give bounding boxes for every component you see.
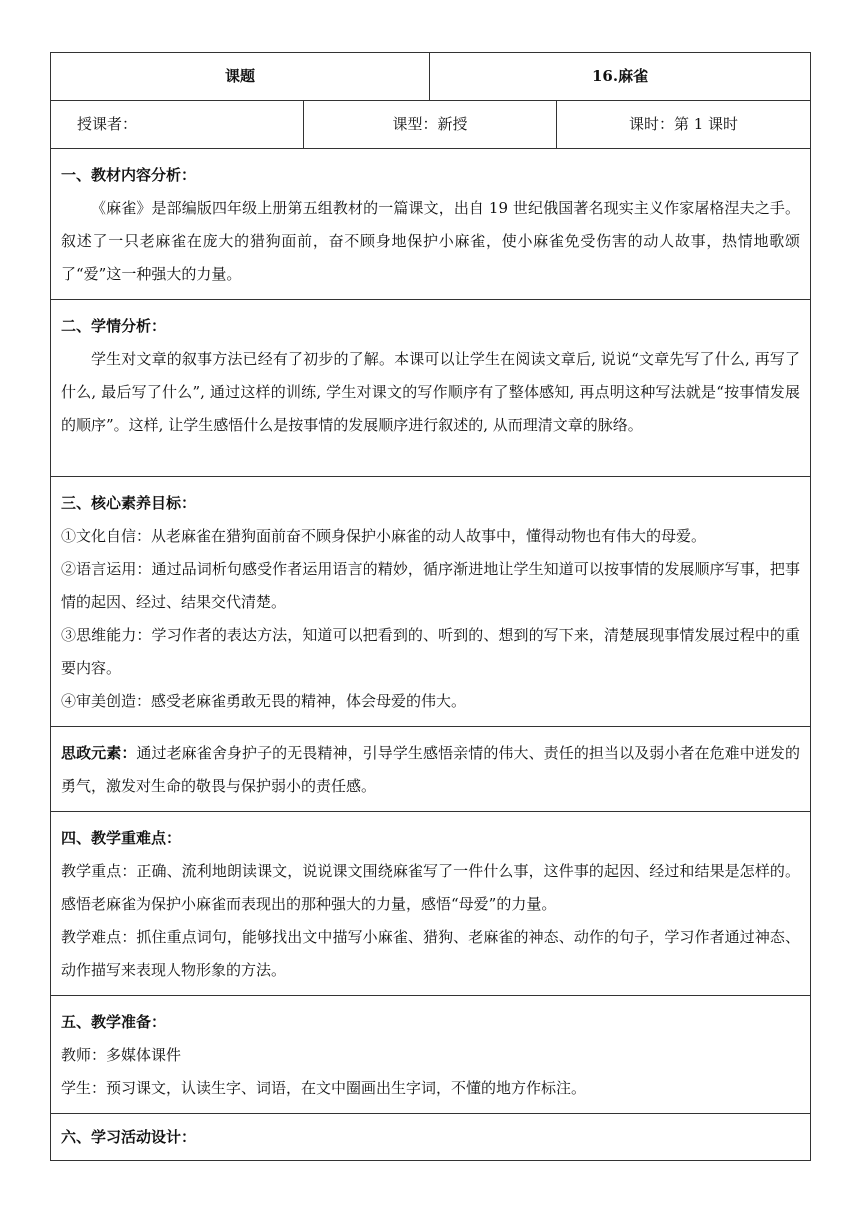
- section-core-goals: [51, 477, 811, 727]
- section-textbook-analysis: [51, 149, 811, 300]
- section-title: 五、教学准备：: [61, 1013, 167, 1031]
- section-key-points: [51, 812, 811, 996]
- topic-label: 课题: [51, 53, 430, 101]
- section-title: 一、教材内容分析：: [61, 166, 197, 184]
- lesson-hours: 课时：第 1 课时: [557, 101, 811, 149]
- section-student-analysis: [51, 300, 811, 477]
- section-title: 二、学情分析：: [61, 317, 167, 335]
- goal-item: ③思维能力：学习作者的表达方法，知道可以把看到的、听到的、想到的写下来，清楚展现事情发展过程中的重要内容。: [61, 626, 801, 677]
- lesson-plan-table: [50, 52, 811, 1161]
- difficult-point: 教学难点：抓住重点词句，能够找出文中描写小麻雀、猎狗、老麻雀的神态、动作的句子，学习作者通过神态、动作描写来表现人物形象的方法。: [61, 928, 801, 979]
- goal-item: ①文化自信：从老麻雀在猎狗面前奋不顾身保护小麻雀的动人故事中，懂得动物也有伟大的母爱。: [61, 527, 707, 545]
- key-point: 教学重点：正确、流利地朗读课文，说说课文围绕麻雀写了一件什么事，这件事的起因、经过和结果是怎样的。感悟老麻雀为保护小麻雀而表现出的那种强大的力量，感悟“母爱”的力量。: [61, 862, 801, 913]
- section-body: 《麻雀》是部编版四年级上册第五组教材的一篇课文，出自 19 世纪俄国著名现实主义作家屠格涅夫之手。叙述了一只老麻雀在庞大的猎狗面前，奋不顾身地保护小麻雀，使小麻雀免受伤害的动人故事，热情地歌颂了“爱”这一种强大的力量。: [61, 199, 801, 283]
- section-ideology: [51, 727, 811, 812]
- goal-item: ④审美创造：感受老麻雀勇敢无畏的精神，体会母爱的伟大。: [61, 692, 467, 710]
- ideology-body: 通过老麻雀舍身护子的无畏精神，引导学生感悟亲情的伟大、责任的担当以及弱小者在危难中迸发的勇气，激发对生命的敬畏与保护弱小的责任感。: [61, 744, 801, 795]
- section-preparation: [51, 996, 811, 1114]
- lesson-type: 课型：新授: [304, 101, 557, 149]
- topic-row: [51, 53, 811, 101]
- lesson-plan-document: [50, 52, 810, 1161]
- section-activity-design: [51, 1114, 811, 1161]
- meta-row: [51, 101, 811, 149]
- topic-value: 16.麻雀: [430, 53, 811, 101]
- ideology-label: 思政元素：: [61, 744, 137, 762]
- goal-item: ②语言运用：通过品词析句感受作者运用语言的精妙，循序渐进地让学生知道可以按事情的发展顺序写事，把事情的起因、经过、结果交代清楚。: [61, 560, 801, 611]
- section-title: 三、核心素养目标：: [61, 494, 197, 512]
- teacher-label: 授课者：: [51, 101, 304, 149]
- section-title: 四、教学重难点：: [61, 829, 182, 847]
- student-prep: 学生：预习课文，认读生字、词语，在文中圈画出生字词，不懂的地方作标注。: [61, 1079, 587, 1097]
- section-body: 学生对文章的叙事方法已经有了初步的了解。本课可以让学生在阅读文章后, 说说“文章先写了什么, 再写了什么, 最后写了什么”, 通过这样的训练, 学生对课文的写作顺序有了整体感知, 再点明这种写法就是“按事情发展的顺序”。这样, 让学生感悟什么是按事情的发展顺序进行叙述的, 从而理清文章的脉络。: [61, 350, 801, 434]
- section-title: 六、学习活动设计：: [61, 1127, 197, 1146]
- teacher-prep: 教师：多媒体课件: [61, 1046, 182, 1064]
